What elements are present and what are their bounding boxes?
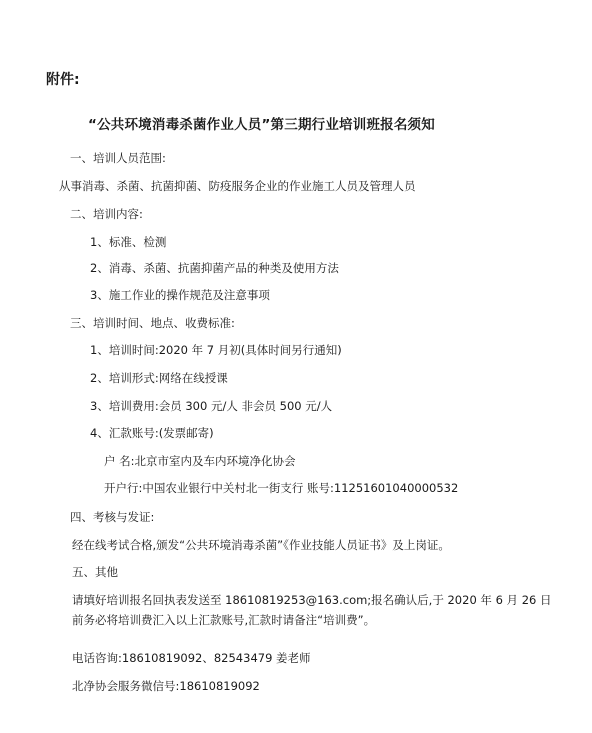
contact-wechat: 北净协会服务微信号:18610819092 (72, 679, 260, 693)
section-1-heading: 一、培训人员范围: (70, 151, 166, 165)
attachment-label: 附件: (46, 72, 80, 88)
section-2-item: 1、标准、检测 (90, 235, 167, 249)
section-5-heading: 五、其他 (72, 565, 118, 579)
section-2-item: 3、施工作业的操作规范及注意事项 (90, 288, 270, 302)
section-3-item: 2、培训形式:网络在线授课 (90, 371, 228, 385)
section-3-item: 1、培训时间:2020 年 7 月初(具体时间另行通知) (90, 343, 342, 357)
account-name: 户 名:北京市室内及车内环境净化协会 (104, 454, 296, 468)
section-2-item: 2、消毒、杀菌、抗菌抑菌产品的种类及使用方法 (90, 261, 339, 275)
section-5-paragraph: 请填好培训报名回执表发送至 18610819253@163.com;报名确认后,于 2020 年 6 月 26 日 (72, 593, 552, 607)
section-3-heading: 三、培训时间、地点、收费标准: (70, 316, 235, 330)
section-3-item: 3、培训费用:会员 300 元/人 非会员 500 元/人 (90, 399, 333, 413)
section-1-body: 从事消毒、杀菌、抗菌抑菌、防疫服务企业的作业施工人员及管理人员 (59, 179, 416, 193)
section-4-body: 经在线考试合格,颁发“公共环境消毒杀菌”《作业技能人员证书》及上岗证。 (72, 538, 450, 552)
section-4-heading: 四、考核与发证: (70, 510, 155, 524)
bank-account: 开户行:中国农业银行中关村北一街支行 账号:11251601040000532 (104, 481, 459, 495)
section-2-heading: 二、培训内容: (70, 207, 143, 221)
section-3-item: 4、汇款账号:(发票邮寄) (90, 426, 214, 440)
document-title: “公共环境消毒杀菌作业人员”第三期行业培训班报名须知 (88, 117, 435, 133)
section-5-paragraph: 前务必将培训费汇入以上汇款账号,汇款时请备注“培训费”。 (72, 613, 376, 627)
contact-phone: 电话咨询:18610819092、82543479 姜老师 (72, 651, 311, 665)
